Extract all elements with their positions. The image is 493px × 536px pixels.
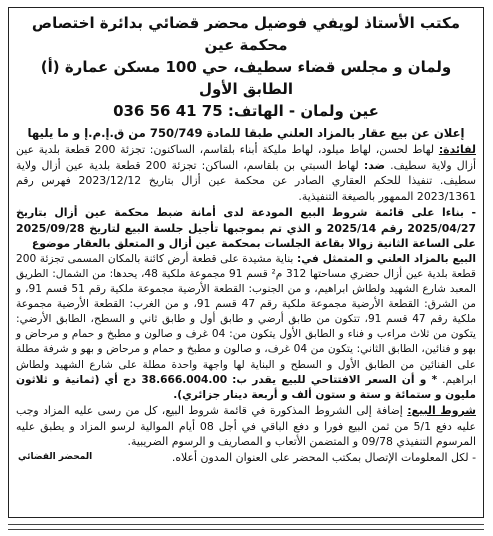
plaintiff-text: لهاط لحسن، لهاط ميلود، لهاط مليكة أبناء بلقاسم، الساكنون: تجزئة 200 قطعة بلدية عين أزال ولاية سطيف.: [16, 143, 477, 172]
bottom-divider: [8, 524, 484, 525]
phone-number: 036 56 41 75: [113, 102, 223, 120]
header-line-2: ولمان و مجلس قضاء سطيف، حي 100 مسكن عمارة (أ) الطابق الأول: [40, 58, 452, 98]
price-words: (ثمانية و ثلاثون مليون و ستمائة و ستة و ستون ألف و أربعة دينار جزائري).: [16, 373, 476, 401]
contact-info: - لكل المعلومات الإتصال بمكتب المحضر على العنوان المدون أعلاه.: [171, 450, 476, 464]
defendant-text: لهاط السبتي بن بلقاسم، الساكن: تجزئة 200 قطعة بلدية عين أزال ولاية سطيف.: [16, 158, 476, 188]
phone-label: عين ولمان - الهاتف:: [227, 102, 379, 120]
conditions-label: شروط البيع:: [407, 403, 476, 417]
closing-row: [16, 450, 476, 466]
conditions-paragraph: [16, 403, 476, 450]
price-label: * و أن السعر الافتتاحي للبيع يقدر ب:: [232, 373, 438, 386]
plaintiff-label: لفائدة:: [438, 143, 476, 156]
conditions-text: إضافة إلى الشروط المذكورة في قائمة شروط البيع، كل من رسى عليه المزاد وجب عليه دفع 5/1 من ثمن البيع فورا و دفع الباقي في أجل 08 أيام الموالية لرسو المزاد و يطبق عليه المرسوم التنفيذي 09/78 و المتضمن الأتعاب و المصاريف و الرسوم الضريبية.: [16, 403, 476, 449]
parties-paragraph: [16, 142, 476, 205]
property-label: البيع بالمزاد العلني و المتمثل في:: [296, 252, 476, 265]
property-paragraph: [16, 252, 476, 403]
against-label: ضد:: [363, 158, 386, 172]
legal-notice: [8, 7, 484, 518]
auction-paragraph: - بناءا على قائمة شروط البيع المودعة لدى أمانة ضبط محكمة عين أزال بتاريخ 2025/04/27 رقم 2025/14 و الذي تم بموجبها تأجيل جلسة البيع لتاريخ 2025/09/28 على الساعة الثانية زوالا بقاعة الجلسات بمحكمة عين أزال و المتعلق بالعقار موضوع: [16, 205, 476, 251]
price-value: 38.666.004.00 دج أي: [104, 373, 228, 386]
office-header: [16, 12, 476, 122]
notice-title: إعلان عن بيع عقار بالمزاد العلني طبقا للمادة 750/749 من ق.إ.م.إ و ما يليها: [27, 126, 465, 140]
header-line-1: مكتب الأستاذ لويفي فوضيل محضر قضائي بدائرة اختصاص محكمة عين: [31, 14, 461, 54]
header-line-3: [16, 100, 476, 122]
execution-text: تنفيذا للحكم العقاري الصادر عن محكمة عين أزال بتاريخ 2023/12/12 فهرس رقم 2023/1361 الممهور بالصيغة التنفيذية.: [16, 174, 476, 204]
bottom-divider: [8, 529, 484, 530]
property-text: بناية مشيدة على قطعة أرض كائنة بالمكان المسمى تجزئة 200 قطعة بلدية عين أزال حضري مساحتها 312 م² قسم 91 مجموعة ملكية 48، يحدها: من الشمال: الطريق المعبد شارع الشهيد ولطاش ابراهيم، و من الجنوب: القطعة الأرضية مجموعة ملكية رقم 51 قسم 91، و من الشرق: القطعة الأرضية مجموعة ملكية رقم 47 قسم 91، و من الغرب: القطعة الأرضية مجموعة ملكية رقم 47 قسم 91، تتكون من طابق أرضي و طابق أول و طابق ثاني و السطح، الطابق الأرضي: يتكون من ثلاث مراءب و فناء و الطابق الأول يتكون من: 04 غرف و صالون و مطبخ و حمام و مرحاض و بهو و فنائين، الطابق الثاني: يتكون من 04 غرف، و صالون و مطبخ و حمام و مرحاض و بهو و شرفة مطلة على الفنائين من الطابق الأول و السطح و البناية لها واجهة واحدة مطلة على شارع الشهيد ولطاش ابراهيم.: [16, 252, 477, 386]
bailiff-signature: المحضر القضائي: [18, 451, 93, 462]
